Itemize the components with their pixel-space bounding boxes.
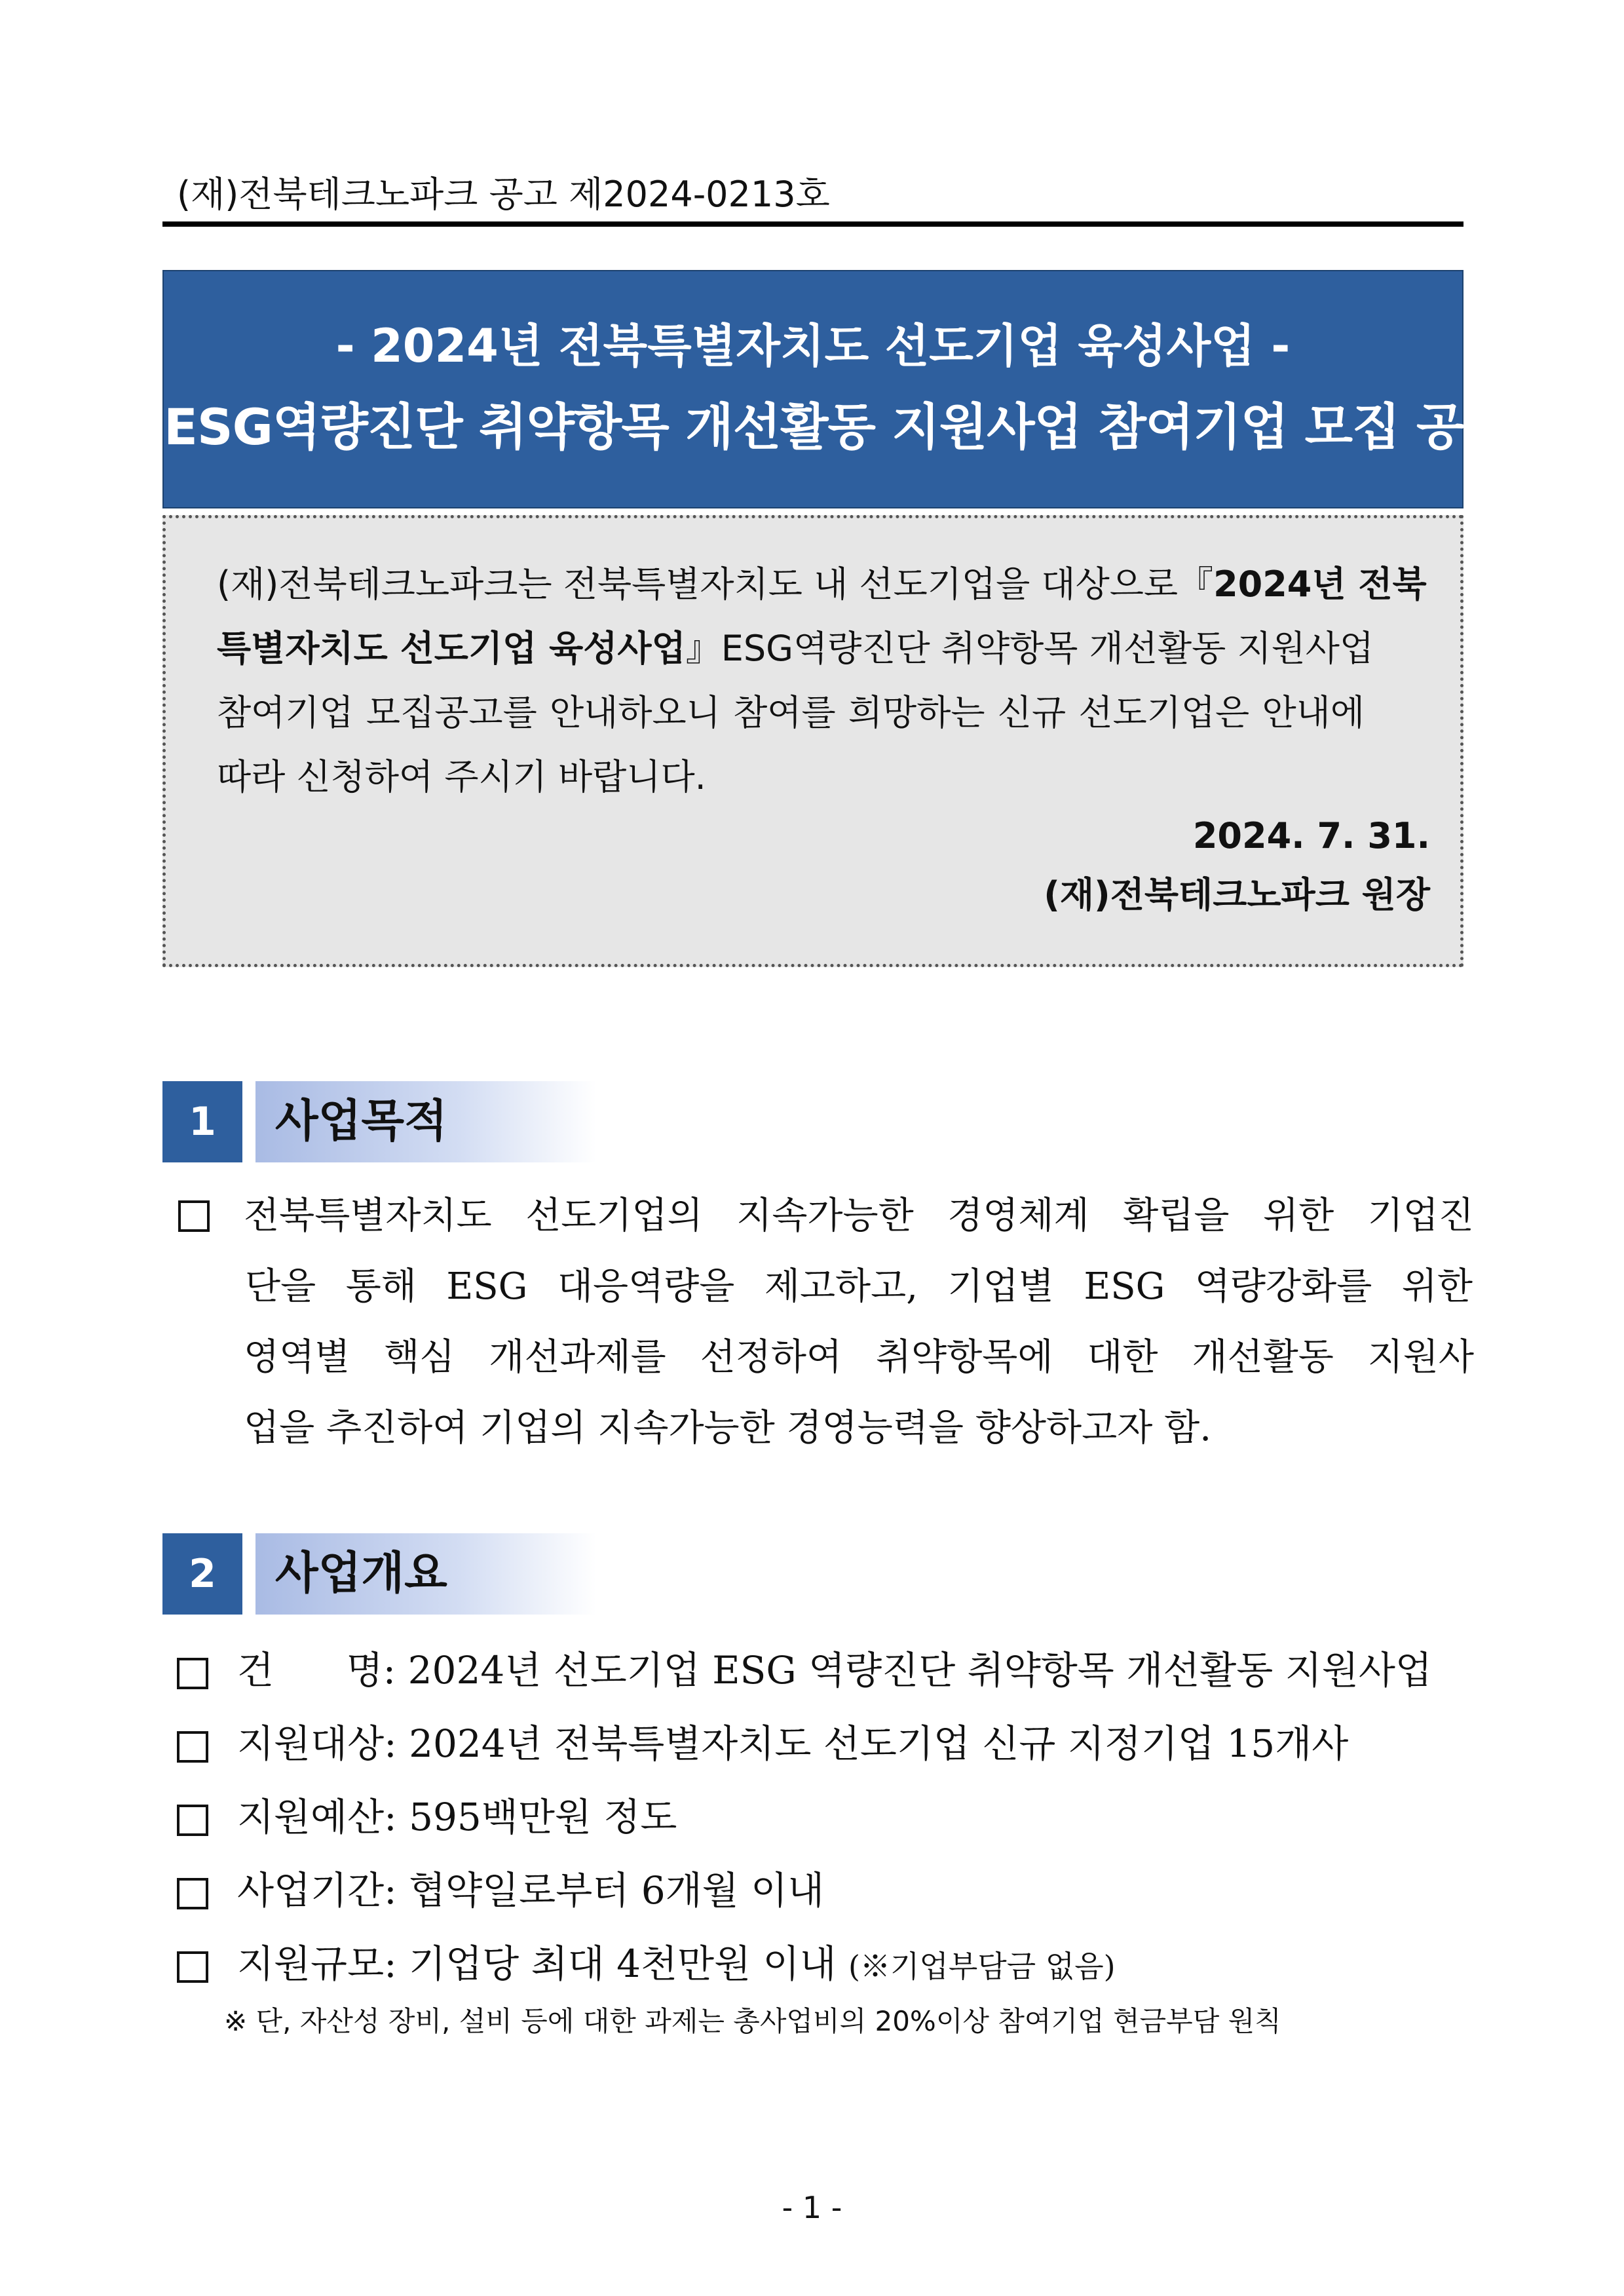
overview-value: 2024년 전북특별자치도 선도기업 신규 지정기업 15개사	[409, 1721, 1349, 1766]
title-line-2: ESG역량진단 취약항목 개선활동 지원사업 참여기업 모집 공고	[164, 398, 1511, 456]
section-1-number: 1	[162, 1081, 242, 1162]
overview-value: 협약일로부터 6개월 이내	[409, 1868, 825, 1913]
intro-line-1-text: (재)전북테크노파크는 전북특별자치도 내 선도기업을 대상으로『	[217, 564, 1214, 605]
checkbox-icon	[177, 1658, 208, 1689]
overview-item-budget-text	[237, 1788, 677, 1846]
section-2-title: 사업개요	[255, 1533, 596, 1615]
notice-signer: (재)전북테크노파크 원장	[1044, 874, 1430, 915]
purpose-line-3: 영역별 핵심 개선과제를 선정하여 취약항목에 대한 개선활동 지원사	[244, 1336, 1474, 1379]
overview-value: 595백만원 정도	[409, 1795, 677, 1839]
overview-value: 기업당 최대 4천만원 이내	[409, 1942, 837, 1986]
overview-label: 사업기간:	[237, 1868, 397, 1913]
overview-item-name-text	[237, 1641, 1432, 1700]
intro-paragraph	[217, 552, 1427, 809]
checkbox-icon	[178, 1200, 210, 1232]
notice-date: 2024. 7. 31.	[1192, 815, 1430, 856]
title-line-1: - 2024년 전북특별자치도 선도기업 육성사업 -	[335, 319, 1291, 373]
purpose-paragraph	[244, 1181, 1474, 1464]
intro-line-4: 따라 신청하여 주시기 바랍니다.	[217, 756, 706, 797]
intro-line-1-bold: 2024년 전북	[1213, 564, 1427, 605]
overview-value: 2024년 선도기업 ESG 역량진단 취약항목 개선활동 지원사업	[407, 1648, 1432, 1693]
overview-label: 건 명:	[237, 1648, 396, 1693]
overview-item-target-text	[237, 1714, 1348, 1773]
overview-note: (※기업부담금 없음)	[848, 1949, 1116, 1984]
section-1-title: 사업목적	[255, 1081, 596, 1162]
checkbox-icon	[177, 1951, 208, 1983]
header-divider	[162, 221, 1463, 227]
footnote: ※ 단, 자산성 장비, 설비 등에 대한 과제는 총사업비의 20%이상 참여기업 현금부담 원칙	[224, 2005, 1281, 2037]
notice-number: (재)전북테크노파크 공고 제2024-0213호	[177, 174, 830, 215]
checkbox-icon	[177, 1805, 208, 1836]
overview-label: 지원예산:	[237, 1795, 397, 1839]
overview-item-scale-text	[237, 1934, 1116, 1996]
overview-item-period-text	[237, 1861, 824, 1920]
overview-label: 지원규모:	[237, 1942, 397, 1986]
purpose-line-1: 전북특별자치도 선도기업의 지속가능한 경영체계 확립을 위한 기업진	[244, 1195, 1474, 1237]
checkbox-icon	[177, 1878, 208, 1909]
title-banner	[162, 270, 1511, 508]
intro-box	[162, 515, 1463, 967]
purpose-line-2: 단을 통해 ESG 대응역량을 제고하고, 기업별 ESG 역량강화를 위한	[245, 1265, 1473, 1308]
intro-line-3: 참여기업 모집공고를 안내하오니 참여를 희망하는 신규 선도기업은 안내에	[217, 692, 1365, 733]
overview-label: 지원대상:	[237, 1721, 397, 1766]
purpose-line-4: 업을 추진하여 기업의 지속가능한 경영능력을 향상하고자 함.	[244, 1407, 1212, 1449]
intro-line-2-bold: 특별자치도 선도기업 육성사업	[217, 628, 686, 669]
page-number: - 1 -	[782, 2190, 842, 2225]
intro-line-2-text: 』ESG역량진단 취약항목 개선활동 지원사업	[685, 628, 1374, 669]
section-2-number: 2	[162, 1533, 242, 1615]
checkbox-icon	[177, 1731, 208, 1763]
intro-line-2	[217, 617, 1374, 681]
intro-line-1	[217, 552, 1427, 617]
